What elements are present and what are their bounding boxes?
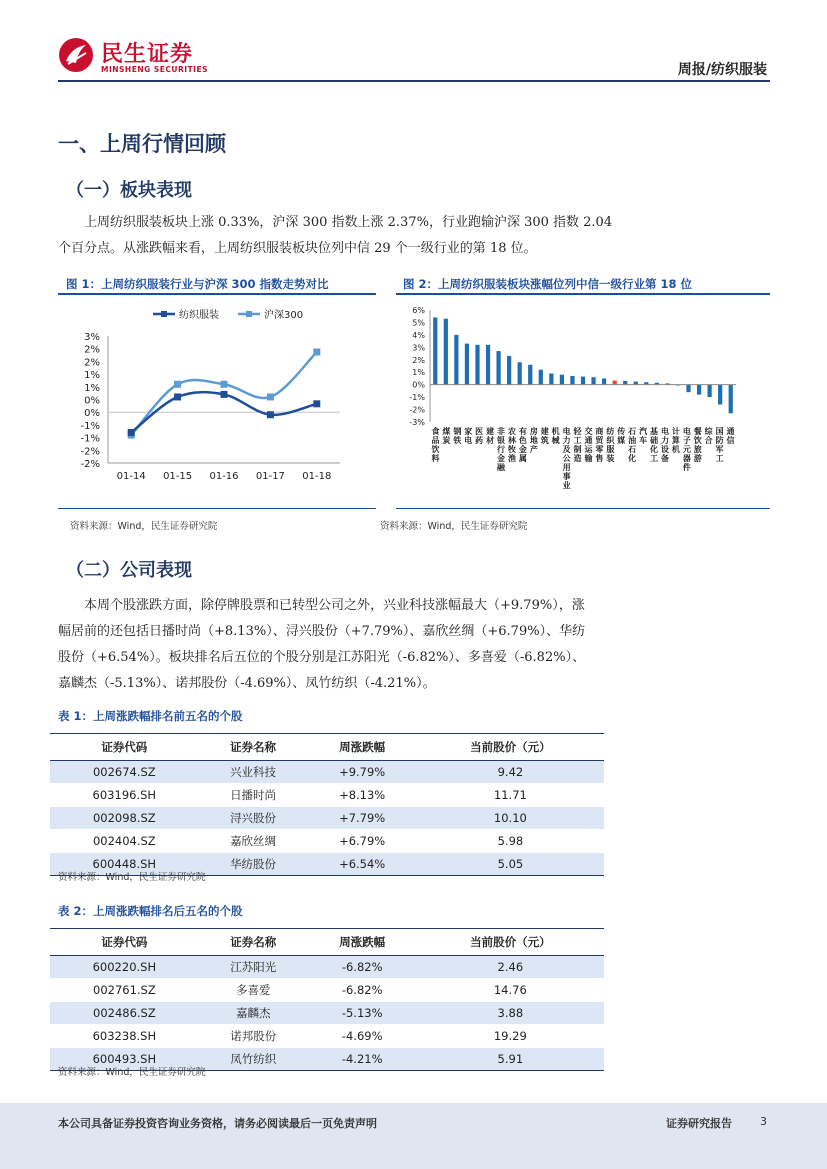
cell-name: 嘉欣丝绸 xyxy=(199,830,308,853)
category-label: 非银行金融 xyxy=(497,427,506,472)
figure2-source: 资料来源：Wind，民生证券研究院 xyxy=(380,521,528,532)
bar xyxy=(623,381,627,385)
category-label: 建筑 xyxy=(540,427,549,445)
bar xyxy=(560,375,564,385)
cell-code: 002486.SZ xyxy=(50,1002,199,1025)
series-marker xyxy=(267,393,274,400)
company-paragraph-line3: 股份（+6.54%）。板块排名后五位的个股分别是江苏阳光（-6.82%）、多喜爱（-6.82%）、 xyxy=(58,650,586,665)
legend-label: 纺织服装 xyxy=(179,310,219,321)
bar xyxy=(602,378,606,384)
cell-name: 多喜爱 xyxy=(199,979,308,1002)
y-tick-label: -2% xyxy=(80,446,100,458)
cell-price: 5.98 xyxy=(417,830,604,853)
cell-name: 诺邦股份 xyxy=(199,1025,308,1048)
category-label: 食品饮料 xyxy=(431,427,440,463)
y-tick-label: 5% xyxy=(412,318,425,328)
category-label: 农林牧渔 xyxy=(507,427,516,463)
category-label: 国防军工 xyxy=(715,427,724,463)
logo-text-cn: 民生证券 xyxy=(101,42,194,67)
x-tick-label: 01-15 xyxy=(163,471,193,482)
report-category: 周报/纺织服装 xyxy=(677,62,767,78)
table-row xyxy=(50,979,604,1002)
bar xyxy=(697,385,701,395)
bar xyxy=(454,335,458,385)
cell-code: 600448.SH xyxy=(50,853,199,876)
category-label: 家电 xyxy=(464,427,473,445)
cell-price: 9.42 xyxy=(417,761,604,784)
bar xyxy=(486,345,490,385)
bar xyxy=(539,370,543,385)
figure1-top-rule xyxy=(58,293,376,295)
bar xyxy=(465,344,469,385)
bottom5-stocks-table xyxy=(50,928,604,1071)
subsection-title-sector: （一）板块表现 xyxy=(66,180,192,201)
table2-title: 表 2：上周涨跌幅排名后五名的个股 xyxy=(58,904,243,918)
figure1-bottom-rule xyxy=(58,508,376,509)
y-tick-label: 1% xyxy=(412,368,425,378)
x-tick-label: 01-14 xyxy=(116,471,146,482)
bar xyxy=(444,319,448,385)
category-label: 钢铁 xyxy=(453,427,462,445)
category-label: 通信 xyxy=(726,427,735,445)
figure1-line-chart xyxy=(58,296,376,506)
minsheng-logo-icon xyxy=(58,37,94,73)
cell-code: 002674.SZ xyxy=(50,761,199,784)
table-row xyxy=(50,1025,604,1048)
x-tick-label: 01-16 xyxy=(209,471,239,482)
col-header-name: 证券名称 xyxy=(199,734,308,761)
category-label: 机械 xyxy=(551,427,560,445)
cell-change: +7.79% xyxy=(308,807,417,830)
page-number: 3 xyxy=(760,1115,767,1128)
top5-stocks-table xyxy=(50,733,604,876)
cell-name: 嘉麟杰 xyxy=(199,1002,308,1025)
cell-change: -4.21% xyxy=(308,1048,417,1071)
y-tick-label: 0% xyxy=(84,395,100,407)
y-tick-label: 6% xyxy=(412,306,425,315)
col-header-name: 证券名称 xyxy=(199,929,308,956)
table-header-row xyxy=(50,929,604,956)
cell-price: 10.10 xyxy=(417,807,604,830)
series-marker xyxy=(313,400,320,407)
table-header-row xyxy=(50,734,604,761)
series-marker xyxy=(174,381,181,388)
x-tick-label: 01-18 xyxy=(302,471,332,482)
table2-source: 资料来源：Wind，民生证券研究院 xyxy=(58,1067,206,1078)
y-tick-label: -1% xyxy=(80,420,100,432)
sector-paragraph-line2: 个百分点。从涨跌幅来看，上周纺织服装板块位列中信 29 个一级行业的第 18 位。 xyxy=(58,241,537,256)
table-row xyxy=(50,807,604,830)
y-tick-label: -2% xyxy=(80,459,100,470)
bar xyxy=(496,351,500,385)
category-label: 有色金属 xyxy=(518,427,527,463)
category-label: 基础化工 xyxy=(650,427,659,463)
col-header-code: 证券代码 xyxy=(50,929,199,956)
bar xyxy=(591,377,595,384)
series-marker xyxy=(221,391,228,398)
sector-paragraph-line1: 上周纺织服装板块上涨 0.33%，沪深 300 指数上涨 2.37%，行业跑输沪深 300 指数 2.04 xyxy=(84,215,613,230)
category-label: 交通运输 xyxy=(584,427,593,463)
col-header-price: 当前股价（元） xyxy=(417,734,604,761)
y-tick-label: 1% xyxy=(84,370,100,382)
bar xyxy=(433,317,437,384)
cell-change: +8.13% xyxy=(308,784,417,807)
header-divider xyxy=(58,80,770,82)
col-header-code: 证券代码 xyxy=(50,734,199,761)
section-title: 一、上周行情回顾 xyxy=(58,131,226,156)
bar xyxy=(613,381,617,385)
cell-price: 14.76 xyxy=(417,979,604,1002)
cell-name: 华纺股份 xyxy=(199,853,308,876)
y-tick-label: -1% xyxy=(80,433,100,445)
bar xyxy=(475,345,479,385)
y-tick-label: 2% xyxy=(412,355,425,365)
table-row xyxy=(50,761,604,784)
y-tick-label: 3% xyxy=(412,343,425,353)
col-header-change: 周涨跌幅 xyxy=(308,929,417,956)
bar xyxy=(528,365,532,385)
cell-code: 600493.SH xyxy=(50,1048,199,1071)
category-label: 电子元器件 xyxy=(682,427,691,472)
cell-price: 19.29 xyxy=(417,1025,604,1048)
y-tick-label: -1% xyxy=(409,393,425,403)
cell-price: 3.88 xyxy=(417,1002,604,1025)
figure2-bottom-rule xyxy=(396,508,770,509)
category-label: 综合 xyxy=(704,427,713,445)
table1-title: 表 1：上周涨跌幅排名前五名的个股 xyxy=(58,709,243,723)
category-label: 煤炭 xyxy=(442,427,451,445)
company-paragraph-line2: 幅居前的还包括日播时尚（+8.13%）、浔兴股份（+7.79%）、嘉欣丝绸（+6.79%）、华纺 xyxy=(58,624,586,639)
cell-change: -6.82% xyxy=(308,979,417,1002)
bar xyxy=(708,385,712,397)
cell-change: -4.69% xyxy=(308,1025,417,1048)
cell-price: 11.71 xyxy=(417,784,604,807)
cell-price: 5.91 xyxy=(417,1048,604,1071)
y-tick-label: 2% xyxy=(84,344,100,356)
legend-marker xyxy=(246,311,252,317)
cell-name: 凤竹纺织 xyxy=(199,1048,308,1071)
cell-name: 浔兴股份 xyxy=(199,807,308,830)
category-label: 商贸零售 xyxy=(595,427,604,463)
series-marker xyxy=(267,411,274,418)
series-marker xyxy=(221,381,228,388)
table-row xyxy=(50,956,604,979)
cell-code: 600220.SH xyxy=(50,956,199,979)
cell-name: 日播时尚 xyxy=(199,784,308,807)
bar xyxy=(570,376,574,385)
category-label: 轻工制造 xyxy=(573,427,582,463)
category-label: 石油石化 xyxy=(628,427,637,463)
bar xyxy=(581,377,585,385)
cell-code: 603238.SH xyxy=(50,1025,199,1048)
figure1-source: 资料来源：Wind，民生证券研究院 xyxy=(70,521,218,532)
series-marker xyxy=(313,349,320,356)
cell-change: -5.13% xyxy=(308,1002,417,1025)
bar xyxy=(686,385,690,392)
y-tick-label: 0% xyxy=(412,380,425,390)
bar xyxy=(507,356,511,385)
cell-name: 江苏阳光 xyxy=(199,956,308,979)
figure2-title: 图 2：上周纺织服装板块涨幅位列中信一级行业第 18 位 xyxy=(403,277,693,291)
legend-label: 沪深300 xyxy=(264,310,304,321)
category-label: 电力设备 xyxy=(660,427,669,463)
bar xyxy=(549,373,553,384)
sector-paragraph xyxy=(58,210,770,262)
logo-text-en: MINSHENG SECURITIES xyxy=(101,65,208,74)
subsection-title-company: （二）公司表现 xyxy=(66,560,192,581)
y-tick-label: 3% xyxy=(84,332,100,343)
y-tick-label: 2% xyxy=(84,357,100,369)
figure1-title: 图 1：上周纺织服装行业与沪深 300 指数走势对比 xyxy=(66,277,329,291)
cell-price: 2.46 xyxy=(417,956,604,979)
category-label: 电力及公用事业 xyxy=(562,427,571,490)
company-paragraph xyxy=(58,593,770,697)
cell-code: 002404.SZ xyxy=(50,830,199,853)
table-row xyxy=(50,784,604,807)
cell-change: +9.79% xyxy=(308,761,417,784)
y-tick-label: 0% xyxy=(84,408,100,420)
table-row xyxy=(50,830,604,853)
table1-source: 资料来源：Wind，民生证券研究院 xyxy=(58,872,206,883)
bar xyxy=(518,362,522,384)
y-tick-label: 1% xyxy=(84,382,100,394)
category-label: 传媒 xyxy=(617,427,626,445)
cell-code: 603196.SH xyxy=(50,784,199,807)
category-label: 医药 xyxy=(475,427,484,445)
category-label: 建材 xyxy=(486,427,495,445)
bar xyxy=(729,385,733,414)
figure2-top-rule xyxy=(396,293,770,295)
x-tick-label: 01-17 xyxy=(255,471,285,482)
cell-change: -6.82% xyxy=(308,956,417,979)
category-label: 餐饮旅游 xyxy=(693,427,702,463)
cell-price: 5.05 xyxy=(417,853,604,876)
cell-code: 002098.SZ xyxy=(50,807,199,830)
cell-code: 002761.SZ xyxy=(50,979,199,1002)
footer-report-type: 证券研究报告 xyxy=(666,1117,732,1130)
category-label: 计算机 xyxy=(671,427,680,454)
category-label: 房地产 xyxy=(529,427,538,454)
y-tick-label: -3% xyxy=(409,418,425,427)
page-footer xyxy=(0,1103,827,1169)
footer-disclaimer: 本公司具备证券投资咨询业务资格，请务必阅读最后一页免责声明 xyxy=(58,1117,377,1130)
cell-name: 兴业科技 xyxy=(199,761,308,784)
company-paragraph-line1: 本周个股涨跌方面，除停牌股票和已转型公司之外，兴业科技涨幅最大（+9.79%），涨 xyxy=(84,598,585,613)
series-marker xyxy=(174,393,181,400)
series-marker xyxy=(128,429,135,436)
y-tick-label: -2% xyxy=(409,405,425,415)
legend-marker xyxy=(161,311,167,317)
category-label: 汽车 xyxy=(639,427,648,445)
col-header-change: 周涨跌幅 xyxy=(308,734,417,761)
table-row xyxy=(50,1002,604,1025)
cell-change: +6.54% xyxy=(308,853,417,876)
figure2-bar-chart xyxy=(396,296,770,506)
y-tick-label: 4% xyxy=(412,330,425,340)
company-paragraph-line4: 嘉麟杰（-5.13%）、诺邦股份（-4.69%）、凤竹纺织（-4.21%）。 xyxy=(58,676,436,691)
cell-change: +6.79% xyxy=(308,830,417,853)
bar xyxy=(718,385,722,405)
category-label: 纺织服装 xyxy=(606,427,615,463)
col-header-price: 当前股价（元） xyxy=(417,929,604,956)
